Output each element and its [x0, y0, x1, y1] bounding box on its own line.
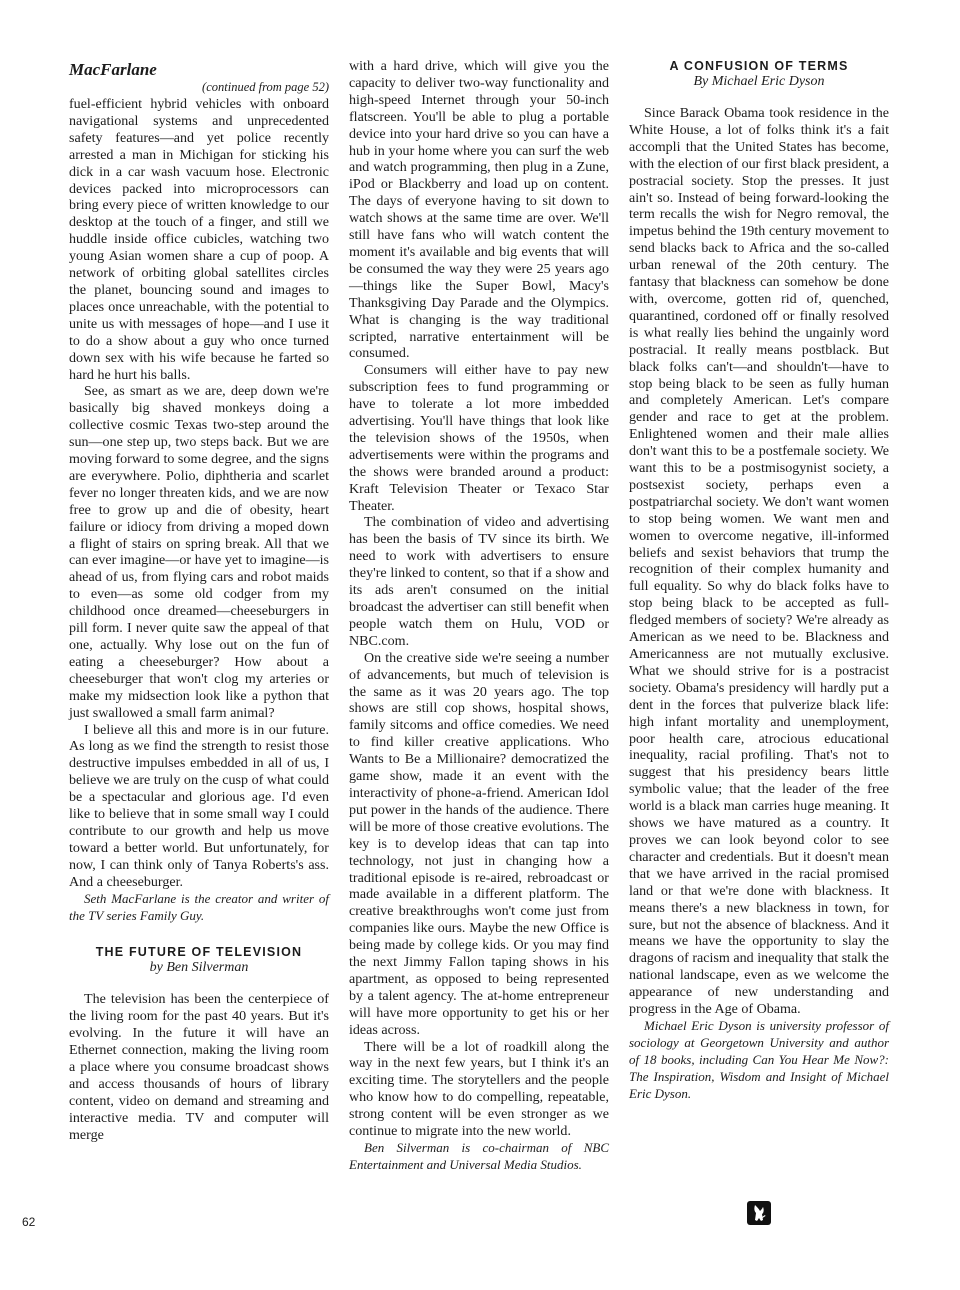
macfarlane-paragraph-1: fuel-efficient hybrid vehicles with onboard navigational systems and unprecedented safety features—and yet police recently arrested a man in Michigan for sticking his dick in a car wash vacuum hose. Electronic devices packed into microprocessors can bring every piece of written knowledge to our desktop at the touch of a finger, and still we huddle inside office cubicles, watching two young Asian women share a cup of poop. A network of orbiting global satellites circles the planet, bouncing sound and images to places once unreachable, with the potential to unite us with messages of hope—and I use it to do a show about a guy who once turned down sex with his wife because he farted so hard he hurt his balls.	[69, 96, 329, 383]
byline-silverman: by Ben Silverman	[149, 960, 249, 976]
column-2	[349, 58, 609, 1174]
silverman-paragraph-4: The combination of video and advertising has been the basis of TV since its birth. We need to work with advertisers to ensure they're linked to content, so that if a show and its ads aren't consumed on the initial broadcast the advertiser can still benefit when people watch them on Hulu, VOD or NBC.com.	[349, 514, 609, 649]
macfarlane-credit: Seth MacFarlane is the creator and writer of the TV series Family Guy.	[69, 890, 329, 923]
rabbit-head-logo-icon	[747, 1201, 771, 1225]
article-heading-future-of-television: THE FUTURE OF TELEVISION	[95, 945, 303, 960]
silverman-credit: Ben Silverman is co-chairman of NBC Entertainment and Universal Media Studios.	[349, 1140, 609, 1172]
macfarlane-paragraph-2: See, as smart as we are, deep down we're basically big shaved monkeys doing a collective cosmic Texas two-step around the sun—one step up, two steps back. But we are moving forward to some degree, and the signs are everywhere. Polio, diphtheria and scarlet fever no longer threaten kids, and we are now free to grow up and die of obesity, heart failure or idiocy from driving a moped down a flight of stairs on spring break. All that we can ever imagine—or have yet to imagine—is ahead of us, from flying cars and robot maids to even—as some old codger from my childhood once dreamed—cheeseburgers in pill form. I never quite saw the appeal of that one, actually. Why lose out on the fun of eating a cheeseburger? How about a cheeseburger that won't clog my arteries or make my midsection look like a python that just swallowed a small farm animal?	[69, 383, 329, 721]
article-heading-confusion-of-terms: A CONFUSION OF TERMS	[669, 59, 849, 73]
continued-note: (continued from page 52)	[202, 80, 329, 94]
column-1	[69, 58, 329, 1144]
running-head: MacFarlane	[69, 60, 157, 79]
column-3	[629, 58, 889, 1102]
dyson-paragraph-1: Since Barack Obama took residence in the White House, a lot of folks think it's a fait accompli that the United States has become, with the election of our first black president, a postracial society. Stop the presses. It just ain't so. Instead of being forward-looking the term recalls the wish for Negro removal, the impetus behind the 19th century movement to send blacks back to Africa and the so-called urban renewal of the 20th century. The fantasy that blackness can somehow be done with, overcome, gotten rid of, quenched, quarantined, cordoned off or finally resolved is what really lies behind the ungainly word postracial. It really means postblack. But black folks can't—and shouldn't—have to stop being black to be seen as fully human and completely American. Let's compare gender and race to get at the problem. Enlightened women and their male allies don't want this to be a postfemale society. We want this to be a postmisogynist society, a postsexist society, perhaps even a postpatriarchal society. We don't want women to stop being women. We want men and women to overcome negative, ill-informed beliefs and sexist behaviors that trump the recognition of their complex humanity and full equality. So why do black folks have to stop being black to be accepted as full-fledged members of society? We're already as American as we need to be. Blackness and Americanness are not mutually exclusive. What we should strive for is a postracist society. Obama's presidency will hardly put a dent in the forces that pulverize black life: high infant mortality and unemployment, poor health care, atrocious educational inequality, racial profiling. That's not to suggest that his presidency bears little symbolic value; that the leader of the free world is a black man carries huge meaning. It shows we have matured as a country. It proves we can look beyond color to see character and credentials. But it doesn't mean that we have arrived in the racial promised land or that we're done with blackness. It means there's a new blackness in town, for sure, but not the absence of blackness. And it means we have the opportunity to slay the dragons of racism and inequality that stalk the national landscape, even as we welcome the appearance of new understanding and progress in the Age of Obama.	[629, 105, 889, 1018]
silverman-paragraph-1: The television has been the centerpiece of the living room for the past 40 years. But it's evolving. In the future it will have an Ethernet connection, making the living room a place where you consume broadcast shows and access thousands of hours of library content, video on demand and streaming and interactive media. TV and computer will merge	[69, 991, 329, 1143]
silverman-paragraph-6: There will be a lot of roadkill along the way in the next few years, but I think it's an exciting time. The storytellers and the people who know how to do compelling, repeatable, strong content will be even stronger as we continue to migrate into the new world.	[349, 1038, 609, 1140]
macfarlane-paragraph-3: I believe all this and more is in our future. As long as we find the strength to resist those destructive impulses embedded in all of us, I believe we are truly on the cusp of what could be a spectacular and glorious age. I'd even like to believe that in some small way I could contribute to our growth and help us move toward a better world. But unfortunately, for now, I can think only of Tanya Roberts's ass. And a cheeseburger.	[69, 721, 329, 890]
byline-dyson: By Michael Eric Dyson	[693, 74, 825, 89]
silverman-paragraph-3: Consumers will either have to pay new subscription fees to fund programming or have to tolerate a lot more imbedded advertising. You'll have things that look like the television shows of the 1950s, when advertisements were within the programs and the shows were branded around a product: Kraft Television Theater or Texaco Star Theater.	[349, 362, 609, 514]
silverman-paragraph-5: On the creative side we're seeing a number of advancements, but much of television is the same as it was 20 years ago. The top shows are still cop shows, hospital shows, family sitcoms and office comedies. We need to find killer creative applications. Who Wants to Be a Millionaire? democratized the game show, made it an event with the interactivity of phone-a-friend. American Idol put power in the hands of the audience. There will be more of those creative evolutions. The key is to develop ideas that can tap into technology, not just in changing how a traditional episode is re-aired, rebroadcast or made available in a different platform. The creative breakthroughs won't come just from companies like ours. Maybe the new Office is being made by college kids. Or you may find the next Jimmy Fallon taping shows in his apartment, as opposed to being represented by a talent agency. The at-home entrepreneur will have more opportunity to get his or her ideas across.	[349, 649, 609, 1038]
silverman-paragraph-2: with a hard drive, which will give you the capacity to deliver two-way functionality and high-speed Internet through your 50-inch flatscreen. You'll be able to plug a portable device into your hard drive so you can have a hub in your home where you can surf the web and watch programming, then plug in a Zune, iPod or Blackberry and load up on content. The days of everyone having to sit down to watch shows at the same time are over. We'll still have fans who will watch content the moment it's available and big events that will be consumed the way they were 25 years ago—things like the Super Bowl, Macy's Thanksgiving Day Parade and the Olympics. What is changing is the way traditional scripted, narrative entertainment will be consumed.	[349, 58, 609, 362]
dyson-credit: Michael Eric Dyson is university professor of sociology at Georgetown University and author of 18 books, including Can You Hear Me Now?: The Inspiration, Wisdom and Insight of Michael Eric Dyson.	[629, 1017, 889, 1101]
page-number: 62	[22, 1215, 36, 1229]
